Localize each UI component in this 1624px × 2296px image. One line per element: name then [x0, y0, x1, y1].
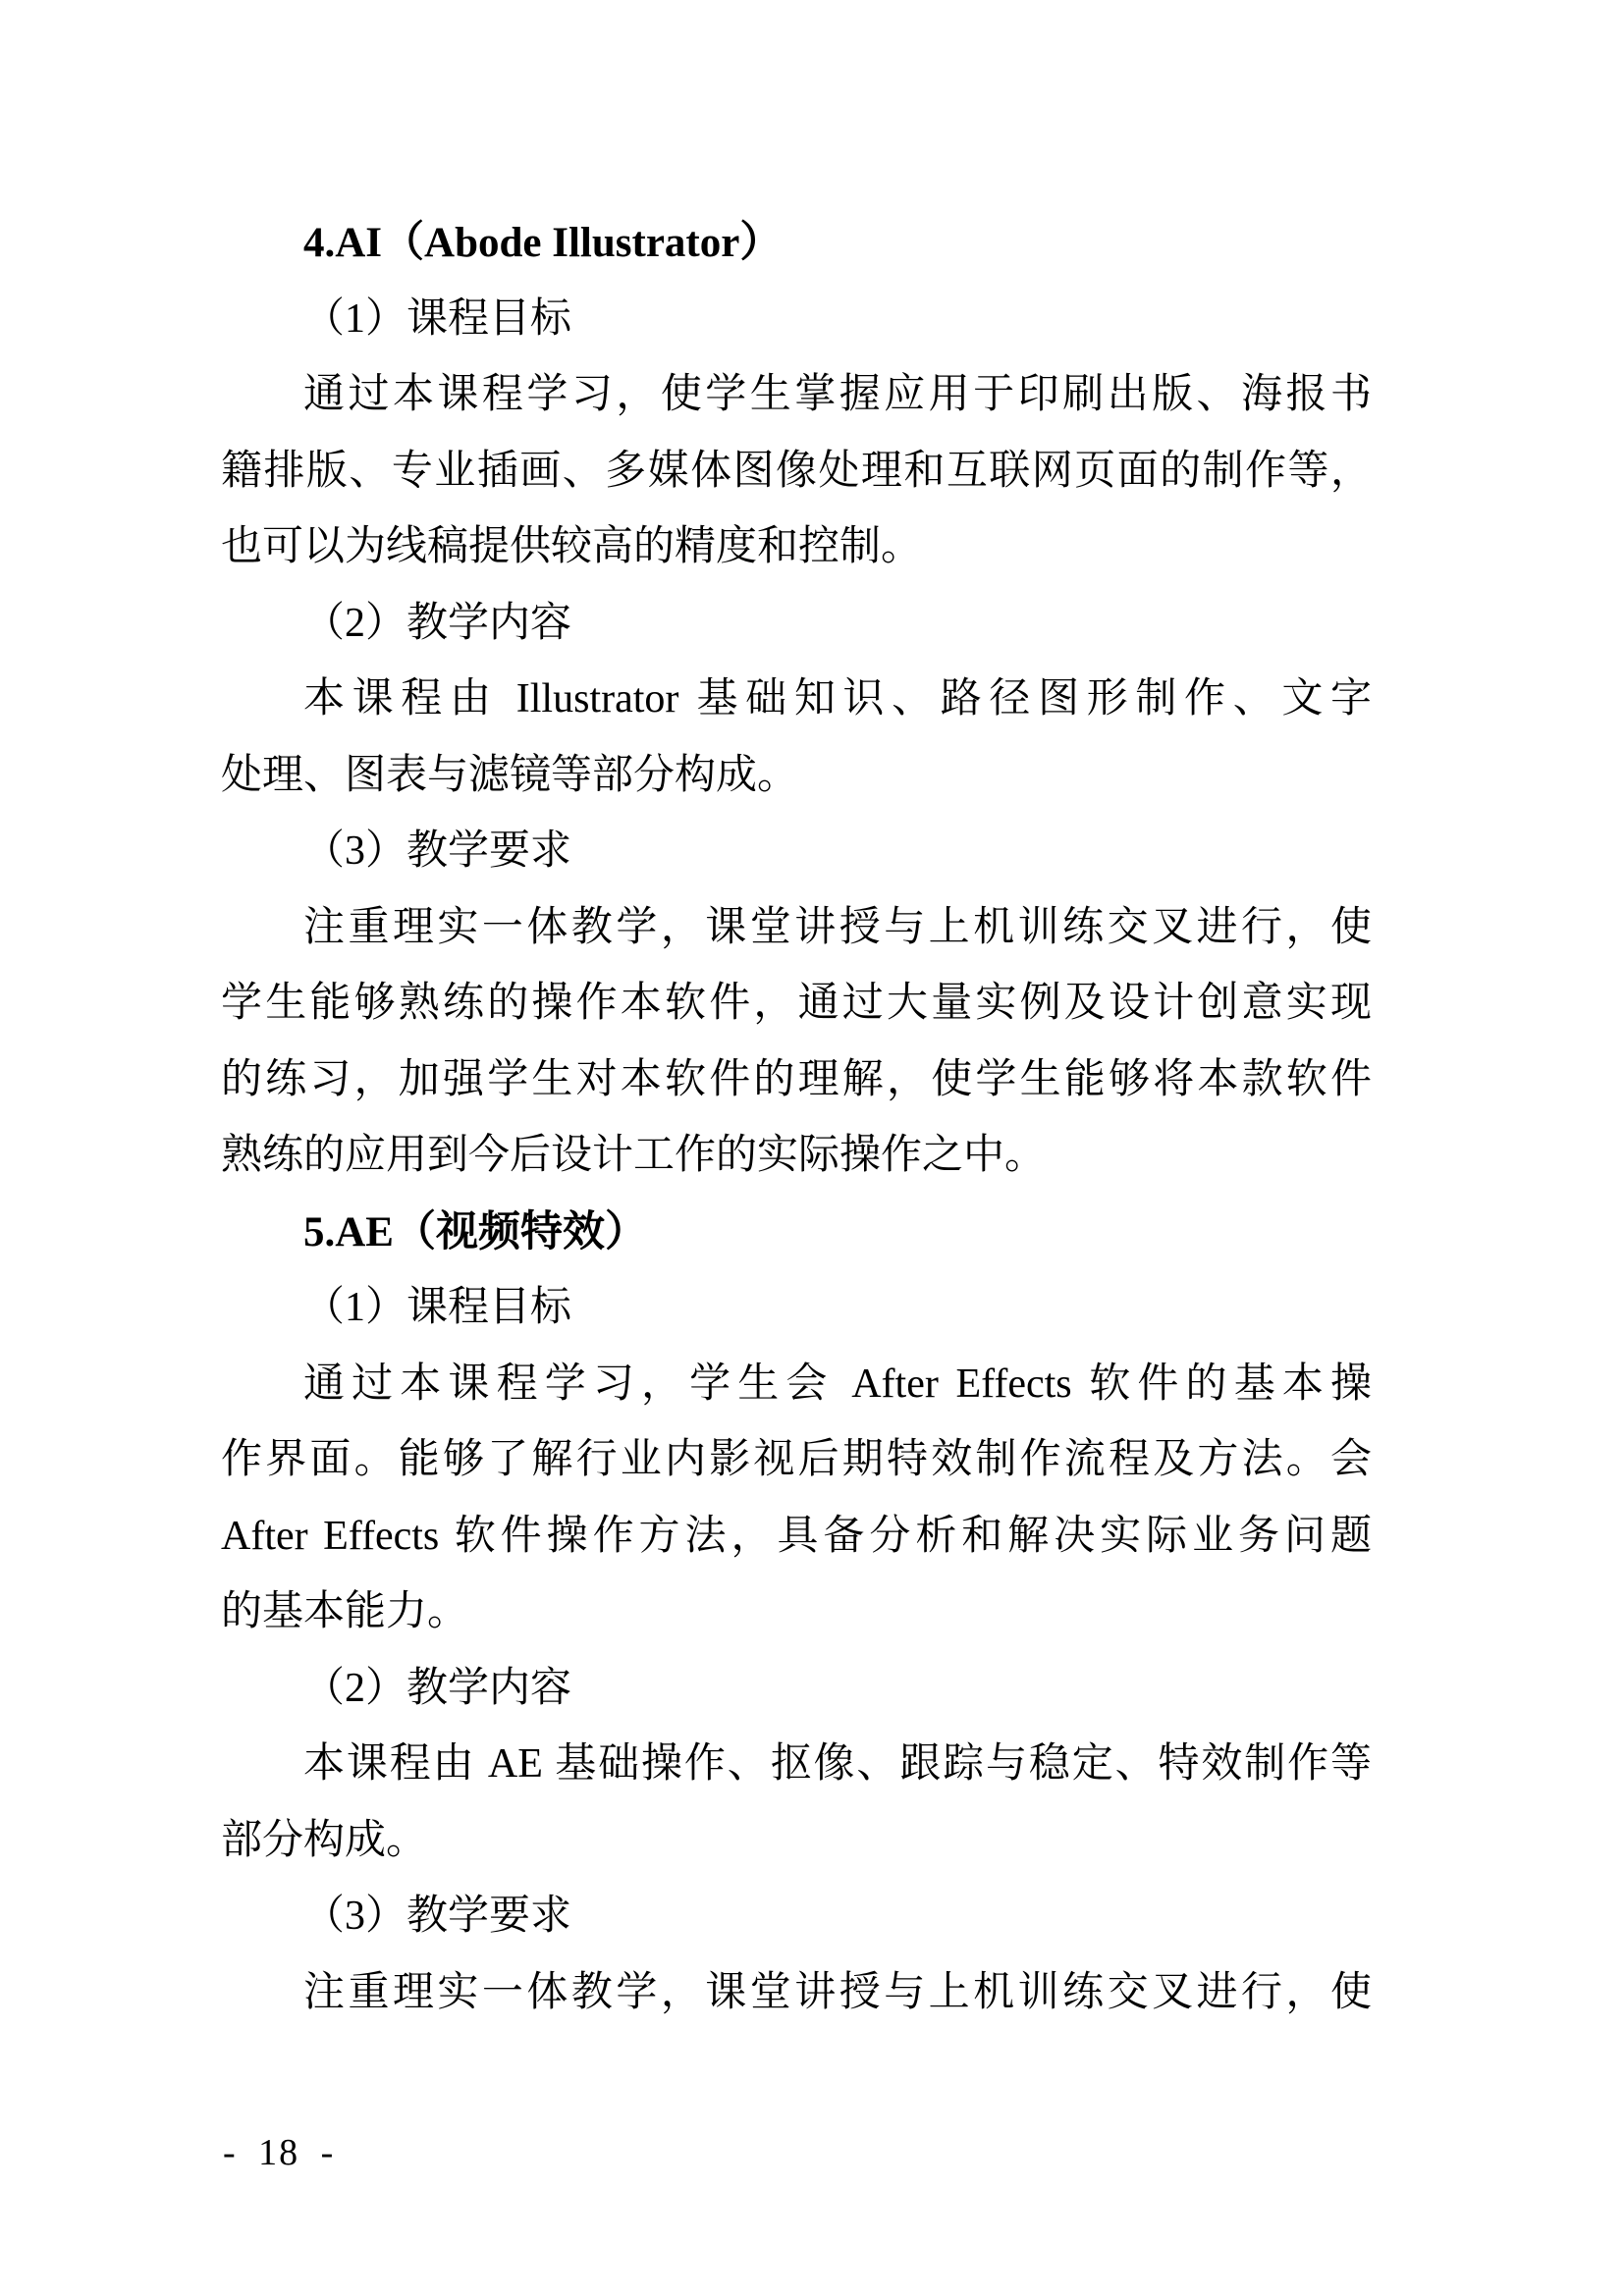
text-line: （1）课程目标: [303, 1285, 572, 1330]
text-line: 5.AE（视频特效）: [303, 1208, 647, 1255]
paragraph: [221, 357, 1372, 586]
section-heading: [221, 205, 1372, 282]
text-line: （3）教学要求: [303, 828, 572, 874]
sub-heading: [221, 814, 1372, 890]
text-line: 籍排版、专业插画、多媒体图像处理和互联网页面的制作等，: [221, 448, 1372, 494]
text-line: 本课程由 Illustrator 基础知识、路径图形制作、文字: [303, 676, 1372, 721]
sub-heading: [221, 1651, 1372, 1728]
paragraph: [221, 890, 1372, 1195]
text-line: 学生能够熟练的操作本软件，通过大量实例及设计创意实现: [221, 981, 1372, 1026]
text-line: 通过本课程学习，使学生掌握应用于印刷出版、海报书: [303, 372, 1372, 417]
text-line: 通过本课程学习，学生会 After Effects 软件的基本操: [303, 1361, 1372, 1407]
section-heading: [221, 1195, 1372, 1271]
text-line: 处理、图表与滤镜等部分构成。: [221, 752, 799, 798]
text-line: 部分构成。: [221, 1817, 428, 1863]
text-line: After Effects 软件操作方法，具备分析和解决实际业务问题: [221, 1513, 1372, 1559]
text-line: 也可以为线稿提供较高的精度和控制。: [221, 524, 923, 569]
text-line: 注重理实一体教学，课堂讲授与上机训练交叉进行，使: [303, 1969, 1372, 2015]
text-line: 的练习，加强学生对本软件的理解，使学生能够将本款软件: [221, 1056, 1372, 1102]
paragraph: [221, 1727, 1372, 1879]
text-line: 作界面。能够了解行业内影视后期特效制作流程及方法。会: [221, 1437, 1372, 1482]
text-line: 熟练的应用到今后设计工作的实际操作之中。: [221, 1133, 1047, 1178]
text-line: （2）教学内容: [303, 1665, 572, 1711]
text-line: （2）教学内容: [303, 600, 572, 646]
text-line: 4.AI（Abode Illustrator）: [303, 220, 783, 266]
sub-heading: [221, 282, 1372, 358]
text-line: （1）课程目标: [303, 295, 572, 342]
text-line: 本课程由 AE 基础操作、抠像、跟踪与稳定、特效制作等: [303, 1741, 1372, 1787]
sub-heading: [221, 586, 1372, 663]
text-line: 注重理实一体教学，课堂讲授与上机训练交叉进行，使: [303, 904, 1372, 950]
text-line: 的基本能力。: [221, 1589, 469, 1634]
document-body: [221, 205, 1372, 2031]
page-number: - 18 -: [223, 2132, 336, 2173]
sub-heading: [221, 1879, 1372, 1955]
sub-heading: [221, 1270, 1372, 1347]
text-line: （3）教学要求: [303, 1894, 572, 1939]
paragraph: [221, 1347, 1372, 1651]
paragraph: [221, 662, 1372, 814]
paragraph: [221, 1955, 1372, 2032]
